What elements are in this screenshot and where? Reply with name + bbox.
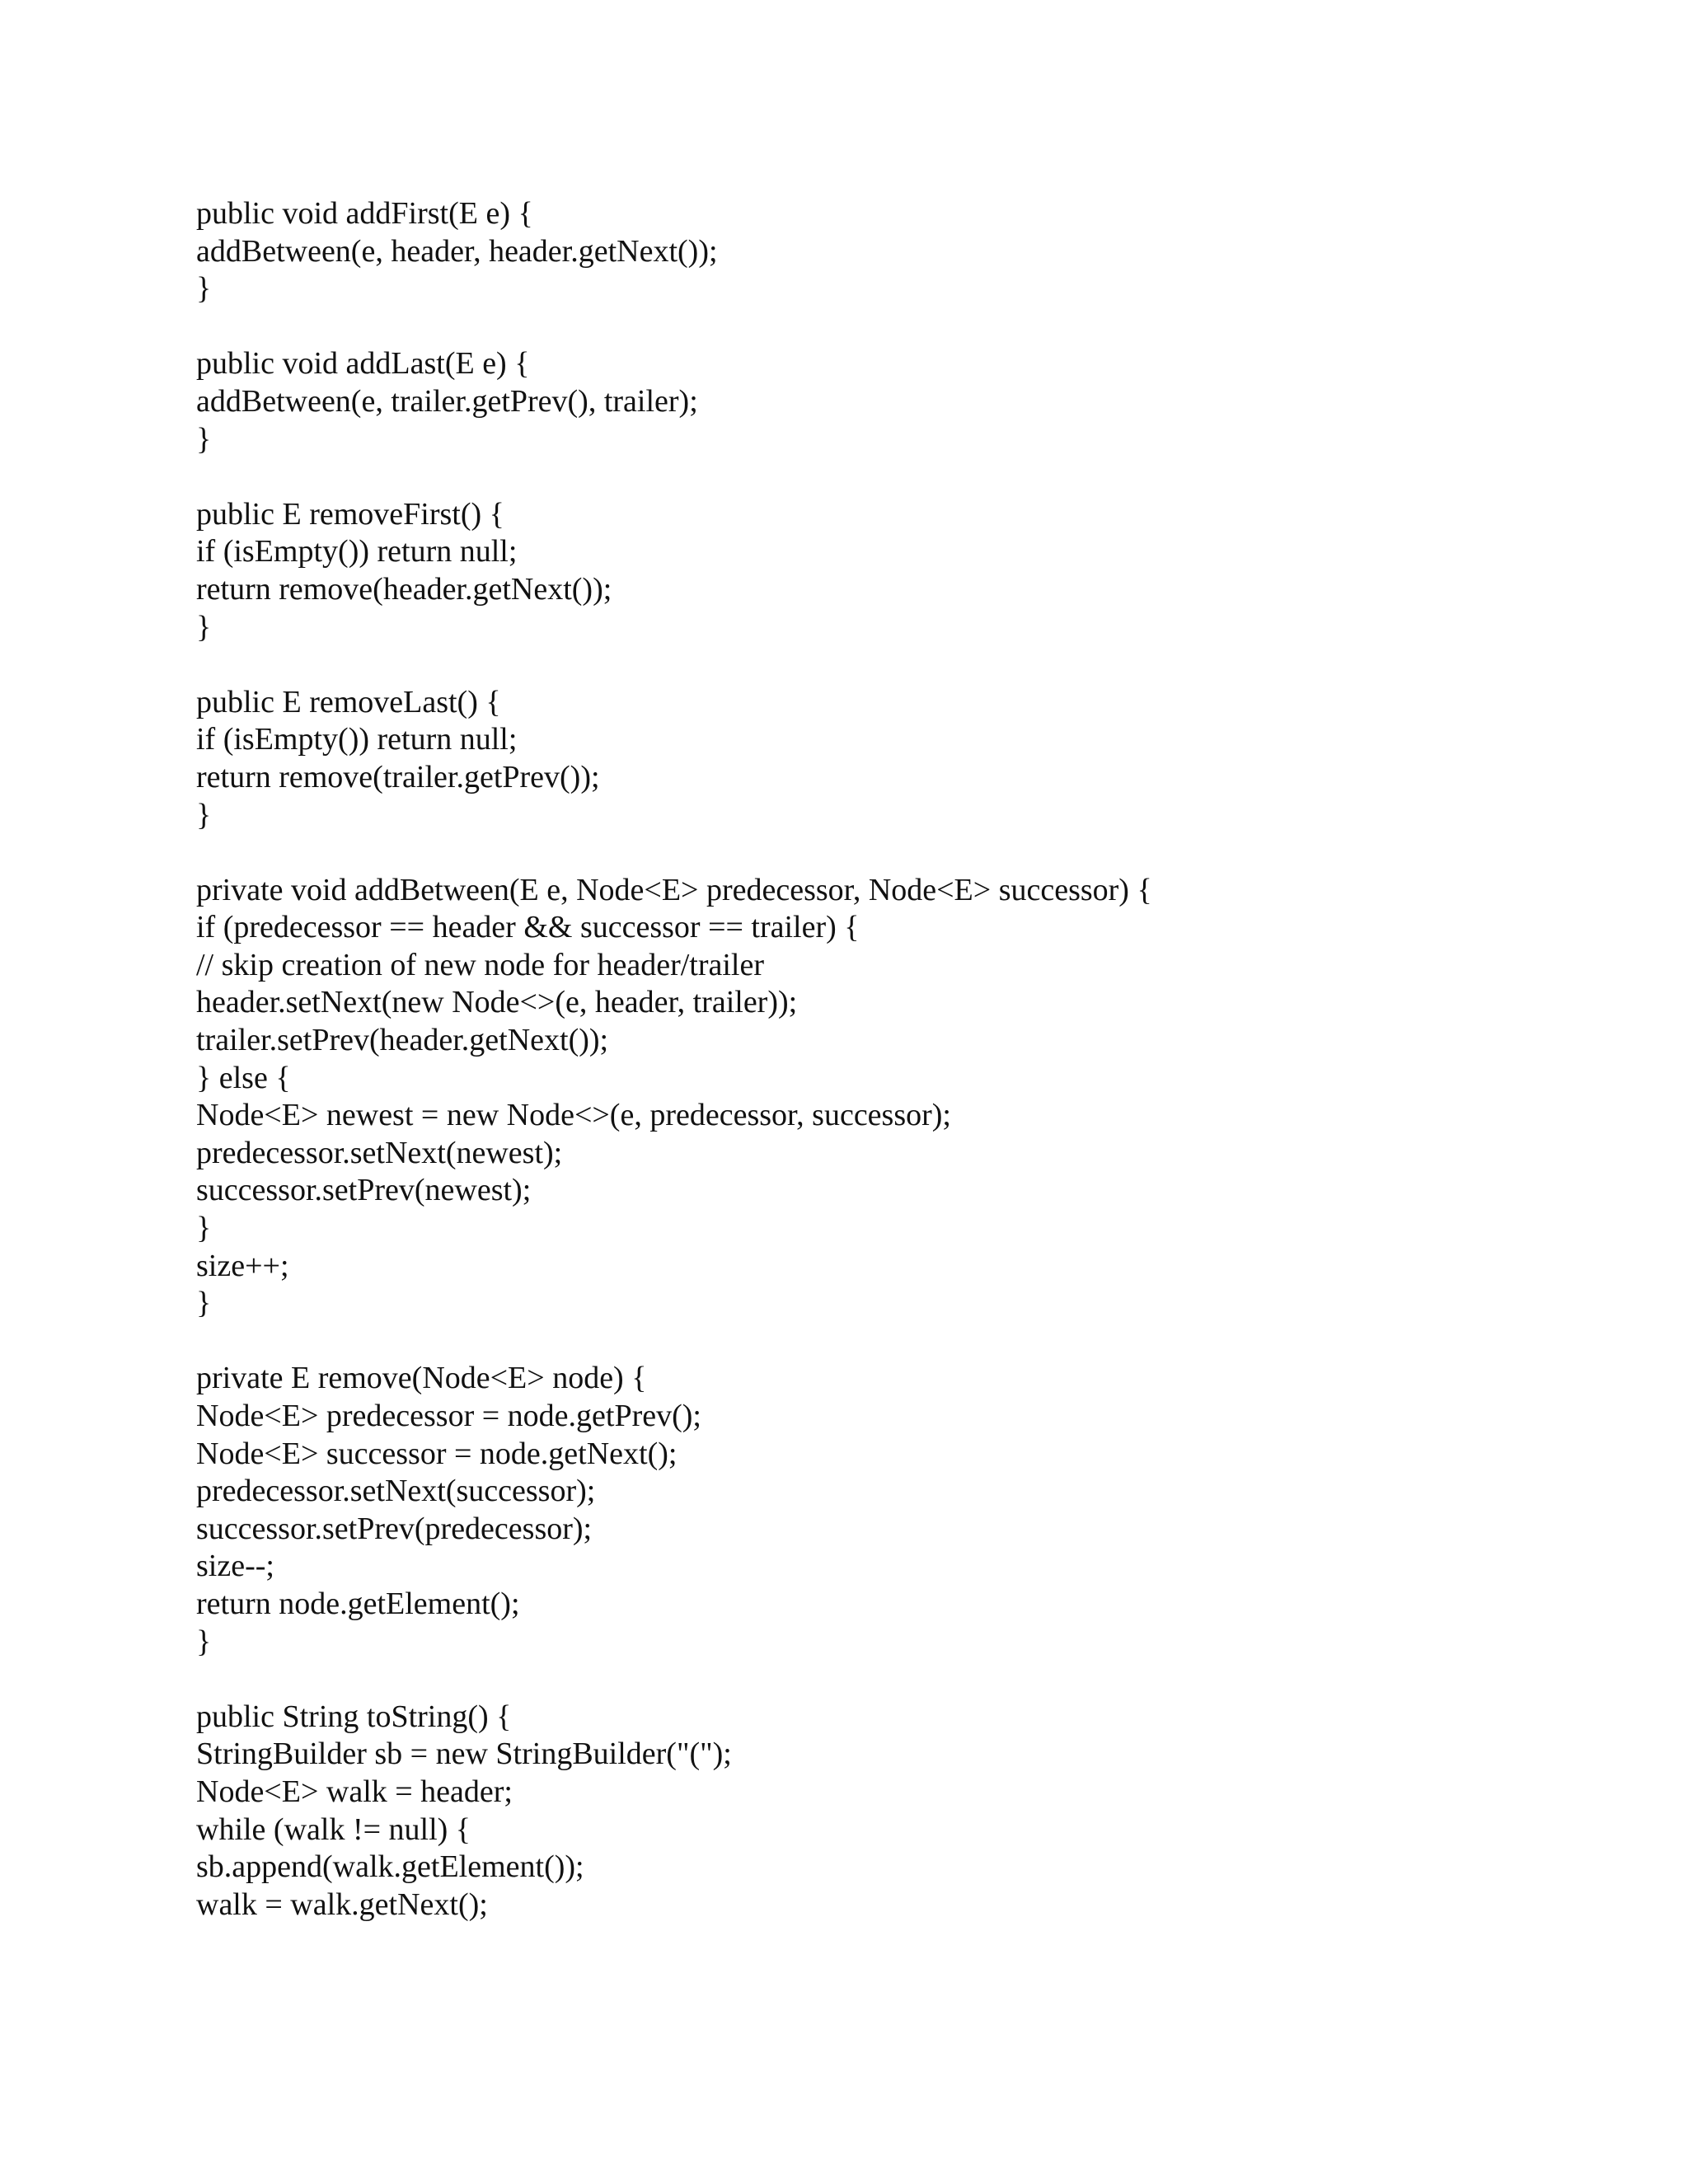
code-line: header.setNext(new Node<>(e, header, trailer)); xyxy=(196,985,798,1020)
code-listing xyxy=(196,195,1597,1924)
code-line: Node<E> newest = new Node<>(e, predecessor, successor); xyxy=(196,1098,951,1133)
code-line: public void addFirst(E e) { xyxy=(196,196,533,231)
code-line: } xyxy=(196,797,212,832)
code-line: } xyxy=(196,1211,212,1246)
code-line xyxy=(196,1323,1597,1361)
code-line: private E remove(Node<E> node) { xyxy=(196,1361,647,1396)
code-line: public void addLast(E e) { xyxy=(196,346,530,382)
code-line: public E removeLast() { xyxy=(196,684,501,719)
code-line: } xyxy=(196,271,212,307)
code-line: } xyxy=(196,1286,212,1321)
code-line: private void addBetween(E e, Node<E> predecessor, Node<E> successor) { xyxy=(196,872,1152,907)
code-line: StringBuilder sb = new StringBuilder("("); xyxy=(196,1736,732,1772)
code-line xyxy=(196,834,1597,872)
code-line: if (isEmpty()) return null; xyxy=(196,722,518,757)
code-line: } xyxy=(196,421,212,457)
code-line: return node.getElement(); xyxy=(196,1586,520,1621)
code-line: predecessor.setNext(successor); xyxy=(196,1474,596,1509)
code-line: // skip creation of new node for header/trailer xyxy=(196,947,764,982)
code-line: } xyxy=(196,1624,212,1659)
code-line: return remove(trailer.getPrev()); xyxy=(196,759,600,794)
code-line: addBetween(e, header, header.getNext()); xyxy=(196,233,718,269)
code-line: public String toString() { xyxy=(196,1699,512,1734)
code-line: walk = walk.getNext(); xyxy=(196,1886,488,1922)
code-line xyxy=(196,458,1597,496)
code-line: } xyxy=(196,609,212,644)
code-line: while (walk != null) { xyxy=(196,1811,471,1847)
code-line: sb.append(walk.getElement()); xyxy=(196,1849,584,1885)
code-line: return remove(header.getNext()); xyxy=(196,571,612,607)
code-line: size--; xyxy=(196,1549,274,1584)
code-line: successor.setPrev(predecessor); xyxy=(196,1511,593,1546)
code-line: successor.setPrev(newest); xyxy=(196,1173,532,1208)
code-line: public E removeFirst() { xyxy=(196,496,504,532)
code-line xyxy=(196,646,1597,684)
code-line: size++; xyxy=(196,1248,289,1283)
code-line: Node<E> walk = header; xyxy=(196,1774,513,1809)
code-line: addBetween(e, trailer.getPrev(), trailer); xyxy=(196,383,698,419)
code-line: } else { xyxy=(196,1060,291,1095)
code-line: if (isEmpty()) return null; xyxy=(196,534,518,569)
code-line xyxy=(196,1661,1597,1699)
code-line: Node<E> predecessor = node.getPrev(); xyxy=(196,1399,701,1433)
code-line: predecessor.setNext(newest); xyxy=(196,1135,563,1170)
code-line: Node<E> successor = node.getNext(); xyxy=(196,1436,678,1471)
code-line: if (predecessor == header && successor == trailer) { xyxy=(196,910,860,945)
code-line: trailer.setPrev(header.getNext()); xyxy=(196,1023,609,1058)
code-line xyxy=(196,308,1597,346)
